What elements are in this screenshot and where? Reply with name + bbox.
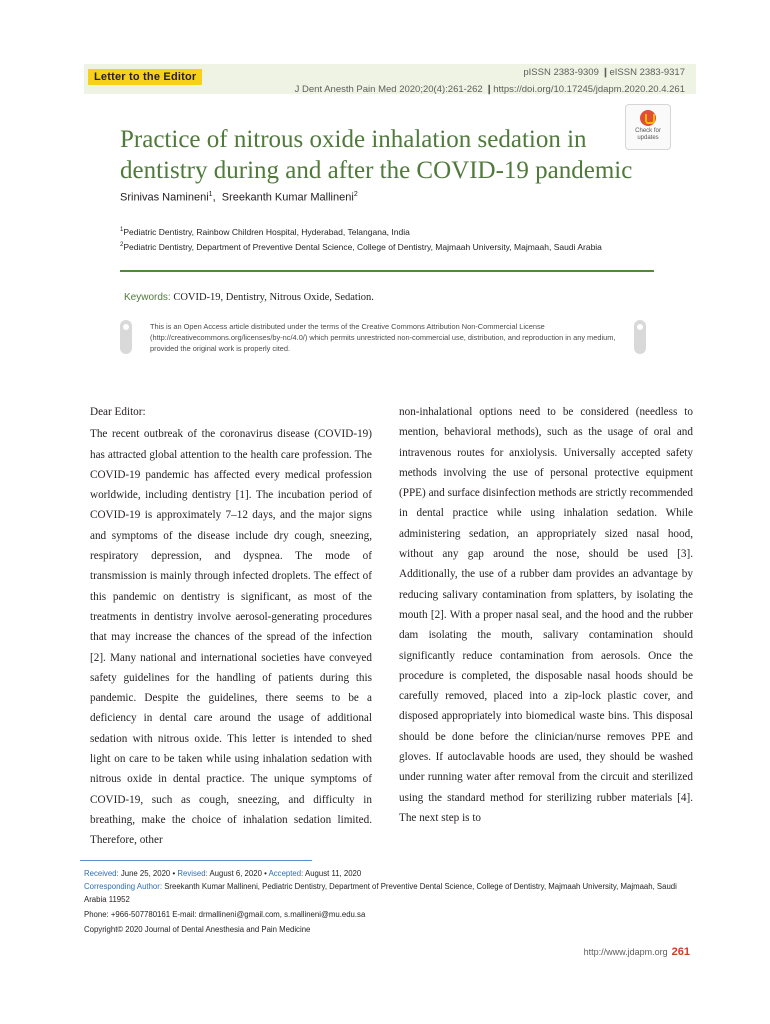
keywords: [124, 292, 374, 303]
keywords-text: COVID-19, Dentistry, Nitrous Oxide, Sedation.: [173, 292, 374, 303]
check-for-updates-badge[interactable]: [625, 104, 671, 150]
section-divider: [120, 270, 654, 272]
open-access-right-icon: [634, 320, 646, 354]
open-access-notice: [120, 320, 648, 356]
journal-info: [295, 64, 685, 98]
page-number: 261: [671, 946, 690, 958]
body-column-left: [90, 402, 372, 851]
open-access-left-icon: [120, 320, 132, 354]
corresponding-text: Sreekanth Kumar Mallineni, Pediatric Dentistry, Department of Preventive Dental Science, College of Dentistry, Majmaah University, Majmaah, Saudi Arabia 11952: [84, 882, 677, 904]
article-title: Practice of nitrous oxide inhalation sedation in dentistry during and after the COVID-19 pandemic: [120, 126, 633, 184]
revised-label: Revised:: [177, 869, 208, 878]
open-access-text: This is an Open Access article distributed under the terms of the Creative Commons Attribution Non-Commercial License (http://creativecommons.org/licenses/by-nc/4.0/) which permits unrestricted non-commercial use, distribution, and reproduction in any medium, provided the original work is properly cited.: [150, 322, 616, 353]
received-label: Received:: [84, 869, 119, 878]
author-list: Srinivas Namineni$^1$, Sreekanth Kumar Mallineni$^2$: [120, 191, 358, 204]
copyright-line: Copyright© 2020 Journal of Dental Anesthesia and Pain Medicine: [84, 925, 311, 934]
journal-url[interactable]: http://www.jdapm.org: [583, 947, 668, 957]
body-column-right: [399, 402, 693, 828]
footer-rule: [80, 860, 312, 861]
article-type-tag: Letter to the Editor: [88, 69, 202, 85]
salutation: Dear Editor:: [90, 406, 146, 418]
separator: •: [264, 869, 267, 878]
revised-date: August 6, 2020: [209, 869, 262, 878]
affiliation-text: Pediatric Dentistry, Department of Preventive Dental Science, College of Dentistry, Majmaah University, Majmaah, Saudi Arabia: [123, 241, 602, 252]
author-sup: 1: [208, 191, 213, 198]
affiliation: [120, 238, 602, 254]
author-name: Sreekanth Kumar Mallineni: [221, 191, 354, 204]
affiliation-sup: 1: [120, 227, 124, 233]
body-paragraph: The recent outbreak of the coronavirus disease (COVID-19) has attracted global attention to the health care profession. The COVID-19 pandemic has affected every medical profession worldwide, including dentistry [1]. The incubation period of COVID-19 is approximately 7–12 days, and the major signs and symptoms of the disease include dry cough, sneezing, respiratory depression, and dyspnea. The mode of transmission is mainly through infected droplets. The effect of this pandemic on dentistry is significant, as most of the treatments in dentistry involve aerosol-generating procedures that may increase the chances of the spread of the infection [2]. Many national and international societies have conveyed safety guidelines for the handling of patients during this pandemic. Despite the guidelines, there seems to be a deficiency in dental care around the usage of additional sedation with nitrous oxide. This letter is intended to shed light on care to be taken while using inhalation sedation with nitrous oxide in dental practice. The unique symptoms of COVID-19, such as cough, sneezing, and difficulty in breathing, make the choice of inhalation sedation limited. Therefore, other: [90, 428, 372, 847]
updates-icon: [640, 110, 656, 126]
accepted-label: Accepted:: [268, 869, 304, 878]
keywords-label: Keywords:: [124, 292, 171, 303]
affiliation-text: Pediatric Dentistry, Rainbow Children Hospital, Hyderabad, Telangana, India: [123, 226, 410, 237]
author-name: Srinivas Namineni: [120, 191, 209, 204]
affiliation: [120, 223, 410, 239]
affiliation-sup: 2: [120, 242, 124, 248]
contact-line: Phone: +966-507780161 E-mail: drmallineni@gmail.com, s.mallineni@mu.edu.sa: [84, 910, 366, 919]
accepted-date: August 11, 2020: [305, 869, 362, 878]
received-date: June 25, 2020: [120, 869, 171, 878]
article-footer: [84, 867, 694, 936]
author-sup: 2: [353, 191, 358, 198]
issn-line: pISSN 2383-9309 ❙eISSN 2383-9317: [523, 67, 685, 78]
corresponding-author: [84, 880, 694, 906]
page-footer: [584, 946, 690, 958]
dates-line: [84, 867, 694, 880]
separator: •: [172, 869, 176, 878]
corresponding-label: Corresponding Author:: [84, 882, 163, 891]
journal-citation[interactable]: J Dent Anesth Pain Med 2020;20(4):261-262 ❙https://doi.org/10.17245/jdapm.2020.20.4.261: [294, 84, 685, 95]
badge-label: Check for updates: [635, 128, 661, 141]
body-paragraph: non-inhalational options need to be considered (needless to mention, behavioral methods), such as the usage of oral and intravenous routes for anxiolysis. Universally accepted safety methods involving the use of personal protective equipment (PPE) and surface disinfection methods are strictly recommended in dental practice while using inhalation sedation. While administering sedation, an appropriately sized nasal hood, without any gap around the nose, should be used [3]. Additionally, the use of a rubber dam provides an advantage by reducing salivary contamination from splatters, by isolating the mouth [2]. With a proper nasal seal, and the hood and the rubber dam isolating the mouth, salivary contamination should significantly reduce contamination from aerosols. Once the procedure is completed, the disposable nasal hoods should be carefully removed, placed into a zip-lock plastic cover, and disposed appropriately into biomedical waste bins. This disposal should be done before the clinician/nurse removes PPE and gloves. If autoclavable hoods are used, they should be washed under running water after removal from the circuit and sterilized using the standard method for sterilizing rubber materials [4]. The next step is to: [399, 406, 693, 824]
